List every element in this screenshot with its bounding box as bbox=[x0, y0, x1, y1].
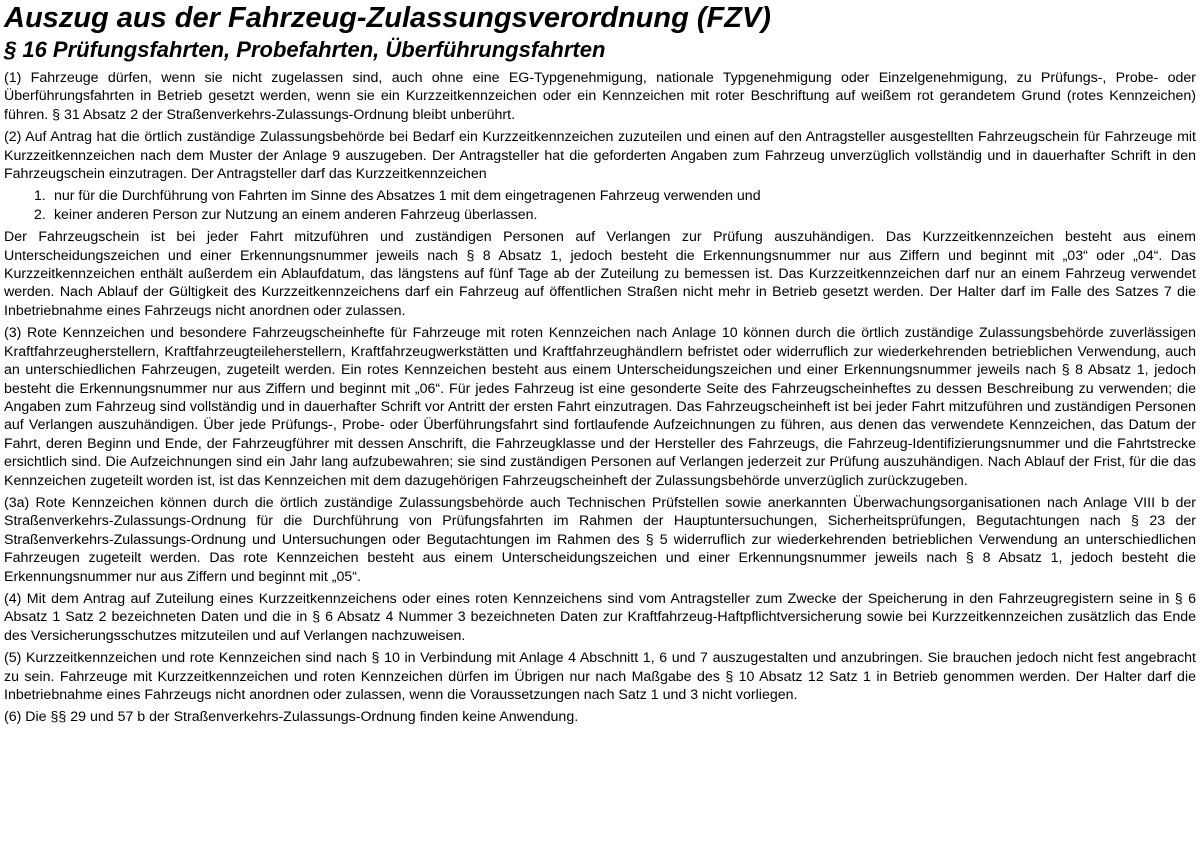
paragraph-4: (4) Mit dem Antrag auf Zuteilung eines Kurzzeitkennzeichens oder eines roten Kennzeichens sind vom Antragsteller zum Zwecke der Speicherung in den Fahrzeugregistern seine in § 6 Absatz 1 Satz 2 bezeichneten Daten und die in § 6 Absatz 4 Nummer 3 bezeichneten Daten zur Kraftfahrzeug-Haftpflichtversicherung sowie bei Kurzzeitkennzeichen zusätzlich das Ende des Versicherungsschutzes mitzuteilen und auf Verlangen nachzuweisen. bbox=[4, 590, 1196, 644]
section-heading: § 16 Prüfungsfahrten, Probefahrten, Überführungsfahrten bbox=[4, 37, 606, 62]
paragraph-6: (6) Die §§ 29 und 57 b der Straßenverkehrs-Zulassungs-Ordnung finden keine Anwendung. bbox=[4, 709, 579, 726]
paragraph-5: (5) Kurzzeitkennzeichen und rote Kennzeichen sind nach § 10 in Verbindung mit Anlage 4 Abschnitt 1, 6 und 7 auszugestalten und anzubringen. Sie brauchen jedoch nicht fest angebracht zu sein. Fahrzeuge mit Kurzzeitkennzeichen und roten Kennzeichen dürfen im Übrigen nur nach Maßgabe des § 10 Absatz 12 Satz 1 in Betrieb genommen werden. Der Halter darf die Inbetriebnahme eines Fahrzeugs nicht anordnen oder zulassen, wenn die Voraussetzungen nach Satz 1 und 3 nicht vorliegen. bbox=[4, 650, 1196, 703]
paragraph-3a: (3a) Rote Kennzeichen können durch die örtlich zuständige Zulassungsbehörde auch Technischen Prüfstellen sowie anerkannten Überwachungsorganisationen nach Anlage VIII b der Straßenverkehrs-Zulassungs-Ordnung für die Durchführung von Prüfungsfahrten im Rahmen der Hauptuntersuchungen, Sicherheitsprüfungen, Begutachtungen nach § 23 der Straßenverkehrs-Zulassungs-Ordnung und Untersuchungen oder Begutachtungen im Rahmen des § 5 widerruflich zur wiederkehrenden betrieblichen Verwendung an unterschiedlichen Fahrzeugen zugeteilt werden. Das rote Kennzeichen besteht aus einem Unterscheidungszeichen und einer Erkennungsnummer jeweils nach § 8 Absatz 1, jedoch besteht die Erkennungsnummer nur aus Ziffern und beginnt mit „05“. bbox=[4, 494, 1196, 585]
paragraph-2-list bbox=[4, 187, 1196, 224]
paragraph-3: (3) Rote Kennzeichen und besondere Fahrzeugscheinhefte für Fahrzeuge mit roten Kennzeichen nach Anlage 10 können durch die örtlich zuständige Zulassungsbehörde zuverlässigen Kraftfahrzeugherstellern, Kraftfahrzeugteileherstellern, Kraftfahrzeugwerkstätten und Kraftfahrzeughändlern befristet oder widerruflich zur wiederkehrenden betrieblichen Verwendung, auch an unterschiedlichen Fahrzeugen, zugeteilt werden. Ein rotes Kennzeichen besteht aus einem Unterscheidungszeichen und einer Erkennungsnummer jeweils nach § 8 Absatz 1, jedoch besteht die Erkennungsnummer nur aus Ziffern und beginnt mit „06“. Für jedes Fahrzeug ist eine gesonderte Seite des Fahrzeugscheinheftes zu dessen Beschreibung zu verwenden; die Angaben zum Fahrzeug sind vollständig und in dauerhafter Schrift vor Antritt der ersten Fahrt einzutragen. Das Fahrzeugscheinheft ist bei jeder Fahrt mitzuführen und zuständigen Personen auf Verlangen auszuhändigen. Über jede Prüfungs-, Probe- oder Überführungsfahrt sind fortlaufende Aufzeichnungen zu führen, aus denen das verwendete Kennzeichen, das Datum der Fahrt, deren Beginn und Ende, der Fahrzeugführer mit dessen Anschrift, die Fahrzeugklasse und der Hersteller des Fahrzeugs, die Fahrzeug-Identifizierungsnummer und die Fahrtstrecke ersichtlich sind. Die Aufzeichnungen sind ein Jahr lang aufzubewahren; sie sind zuständigen Personen auf Verlangen jederzeit zur Prüfung auszuhändigen. Nach Ablauf der Frist, für die das Kennzeichen zugeteilt worden ist, ist das Kennzeichen mit dem dazugehörigen Fahrzeugscheinheft der Zulassungsbehörde unverzüglich zurückzugeben. bbox=[4, 325, 1196, 489]
list-item bbox=[34, 187, 1196, 205]
list-item-text: nur für die Durchführung von Fahrten im Sinne des Absatzes 1 mit dem eingetragenen Fahrzeug verwenden und bbox=[53, 188, 761, 205]
document-title: Auszug aus der Fahrzeug-Zulassungsverordnung (FZV) bbox=[4, 2, 771, 34]
paragraph-2: (2) Auf Antrag hat die örtlich zuständige Zulassungsbehörde bei Bedarf ein Kurzzeitkennzeichen zuzuteilen und einen auf den Antragsteller ausgestellten Fahrzeugschein für Fahrzeuge mit Kurzzeitkennzeichen nach dem Muster der Anlage 9 auszugeben. Der Antragsteller hat die geforderten Angaben zum Fahrzeug unverzüglich vollständig und in dauerhafter Schrift in den Fahrzeugschein einzutragen. Der Antragsteller darf das Kurzzeitkennzeichen bbox=[4, 129, 1196, 183]
list-item bbox=[34, 206, 1196, 224]
list-item-number: 1. bbox=[34, 188, 46, 205]
paragraph-1: (1) Fahrzeuge dürfen, wenn sie nicht zugelassen sind, auch ohne eine EG-Typgenehmigung, nationale Typgenehmigung oder Einzelgenehmigung, zu Prüfungs-, Probe- oder Überführungsfahrten in Betrieb gesetzt werden, wenn sie ein Kurzzeitkennzeichen oder ein Kennzeichen mit roter Beschriftung auf weißem rot gerandetem Grund (rotes Kennzeichen) führen. § 31 Absatz 2 der Straßenverkehrs-Zulassungs-Ordnung bleibt unberührt. bbox=[4, 70, 1196, 123]
list-item-number: 2. bbox=[34, 206, 46, 223]
paragraph-2-continued: Der Fahrzeugschein ist bei jeder Fahrt mitzuführen und zuständigen Personen auf Verlangen zur Prüfung auszuhändigen. Das Kurzzeitkennzeichen besteht aus einem Unterscheidungszeichen und einer Erkennungsnummer jeweils nach § 8 Absatz 1, jedoch besteht die Erkennungsnummer nur aus Ziffern und beginnt mit „03“ oder „04“. Das Kurzzeitkennzeichen enthält außerdem ein Ablaufdatum, das längstens auf fünf Tage ab der Zuteilung zu bemessen ist. Das Kurzzeitkennzeichen darf nur an einem Fahrzeug verwendet werden. Nach Ablauf der Gültigkeit des Kurzzeitkennzeichens darf ein Fahrzeug auf öffentlichen Straßen nicht mehr in Betrieb gesetzt werden. Der Halter darf im Falle des Satzes 7 die Inbetriebnahme eines Fahrzeugs nicht anordnen oder zulassen. bbox=[4, 229, 1196, 319]
list-item-text: keiner anderen Person zur Nutzung an einem anderen Fahrzeug überlassen. bbox=[53, 206, 538, 223]
